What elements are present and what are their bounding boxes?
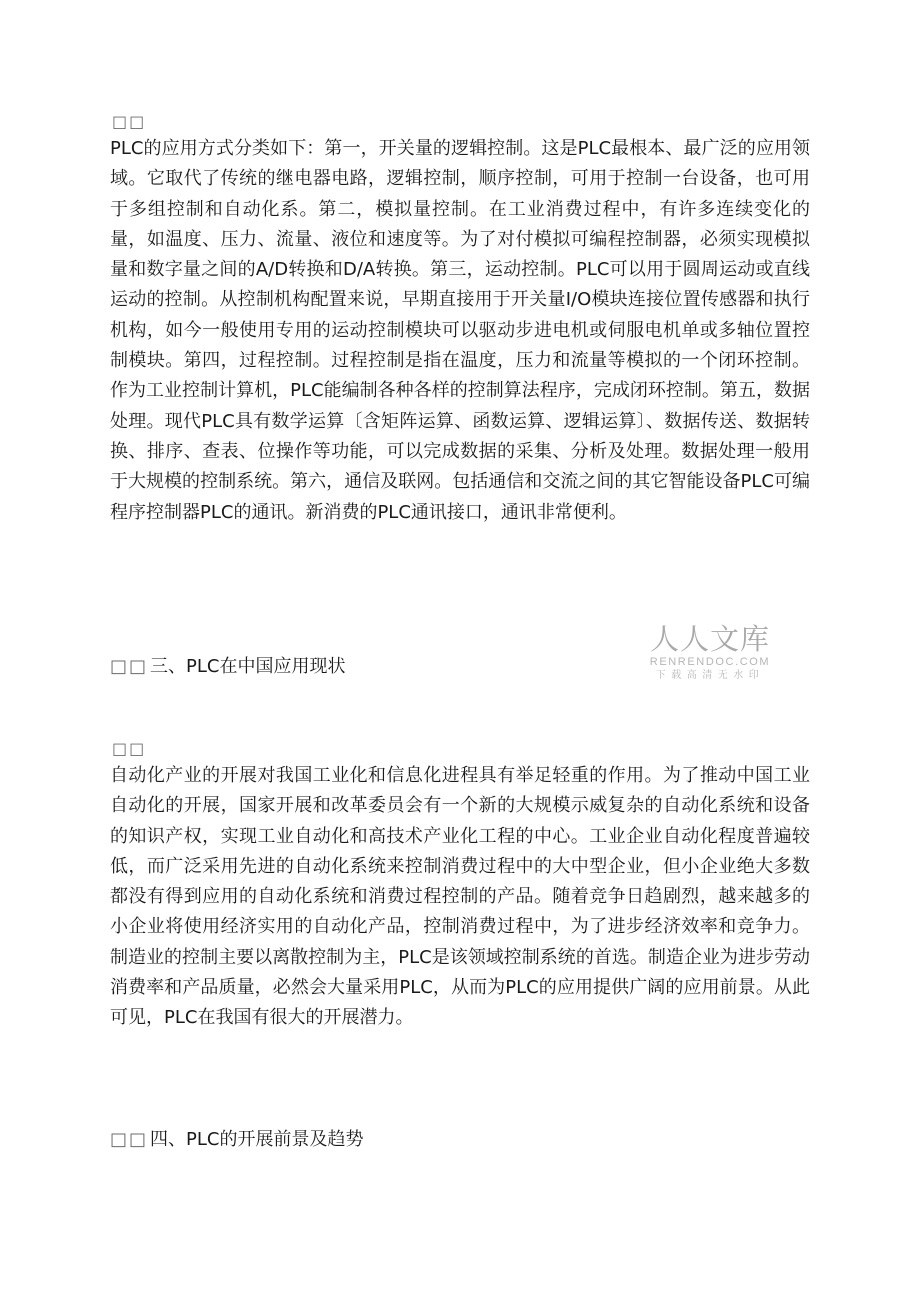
- section-marker: □□: [112, 112, 147, 131]
- heading-four-title: 四、PLC的开展前景及趋势: [150, 1129, 364, 1150]
- watermark: [646, 622, 774, 683]
- section-marker: □□: [112, 739, 147, 758]
- watermark-slogan: 下载高清无水印: [655, 670, 765, 681]
- heading-three-title: 三、PLC在中国应用现状: [150, 656, 346, 677]
- section-heading-four: [110, 1127, 363, 1153]
- watermark-url: RENRENDOC.COM: [649, 656, 771, 668]
- section-heading-three: [110, 654, 345, 680]
- plc-application-paragraph: PLC的应用方式分类如下：第一，开关量的逻辑控制。这是PLC最根本、最广泛的应用领域。它取代了传统的继电器电路，逻辑控制，顺序控制，可用于控制一台设备，也可用于多组控制和自动化系。第二，模拟量控制。在工业消费过程中，有许多连续变化的量，如温度、压力、流量、液位和速度等。为了对付模拟可编程控制器，必须实现模拟量和数字量之间的A/D转换和D/A转换。第三，运动控制。PLC可以用于圆周运动或直线运动的控制。从控制机构配置来说，早期直接用于开关量I/O模块连接位置传感器和执行机构，如今一般使用专用的运动控制模块可以驱动步进电机或伺服电机单或多轴位置控制模块。第四，过程控制。过程控制是指在温度，压力和流量等模拟的一个闭环控制。作为工业控制计算机，PLC能编制各种各样的控制算法程序，完成闭环控制。第五，数据处理。现代PLC具有数学运算〔含矩阵运算、函数运算、逻辑运算〕、数据传送、数据转换、排序、查表、位操作等功能，可以完成数据的采集、分析及处理。数据处理一般用于大规模的控制系统。第六，通信及联网。包括通信和交流之间的其它智能设备PLC可编程序控制器PLC的通讯。新消费的PLC通讯接口，通讯非常便利。: [110, 138, 810, 523]
- plc-china-status-paragraph: 自动化产业的开展对我国工业化和信息化进程具有举足轻重的作用。为了推动中国工业自动化的开展，国家开展和改革委员会有一个新的大规模示威复杂的自动化系统和设备的知识产权，实现工业自动化和高技术产业化工程的中心。工业企业自动化程度普遍较低，而广泛采用先进的自动化系统来控制消费过程中的大中型企业，但小企业绝大多数都没有得到应用的自动化系统和消费过程控制的产品。随着竞争日趋剧烈，越来越多的小企业将使用经济实用的自动化产品，控制消费过程中，为了进步经济效率和竞争力。制造业的控制主要以离散控制为主，PLC是该领域控制系统的首选。制造企业为进步劳动消费率和产品质量，必然会大量采用PLC，从而为PLC的应用提供广阔的应用前景。从此可见，PLC在我国有很大的开展潜力。: [110, 765, 810, 1029]
- heading-marker: □□: [110, 1129, 149, 1150]
- heading-marker: □□: [110, 656, 149, 677]
- watermark-logo: 人人文库: [649, 622, 770, 656]
